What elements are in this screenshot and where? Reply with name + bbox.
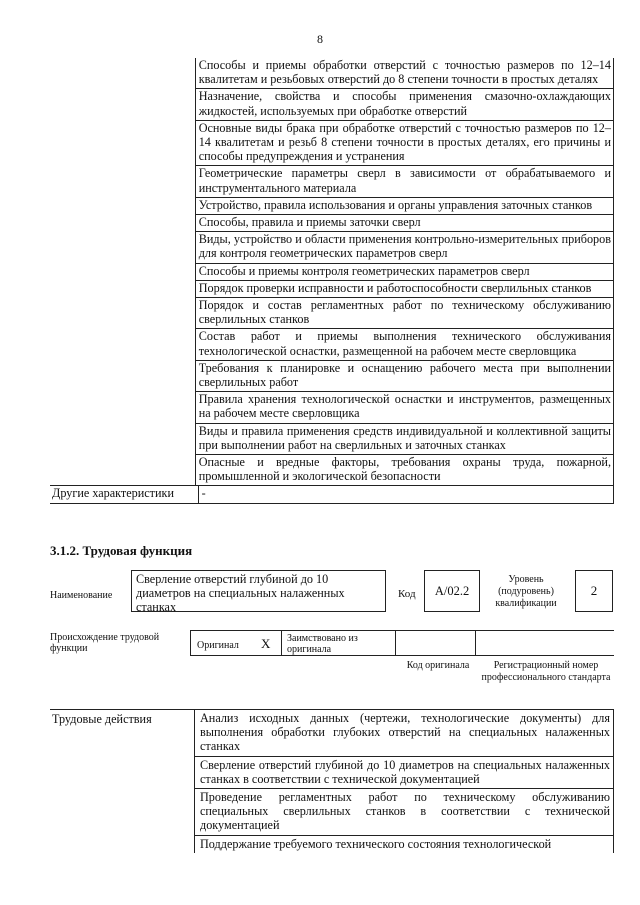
table-row <box>50 231 614 262</box>
table-row <box>50 710 614 756</box>
code-label: Код <box>398 588 416 600</box>
knowledge-item: Устройство, правила использования и органы управления заточных станков <box>195 197 614 214</box>
table-row <box>50 263 614 280</box>
labour-actions-label: Трудовые действия <box>52 712 152 726</box>
other-characteristics-value: - <box>198 485 614 503</box>
knowledge-item: Способы, правила и приемы заточки сверл <box>195 214 614 231</box>
knowledge-item: Правила хранения технологической оснастки и инструментов, размещенных на рабочем месте сверловщика <box>195 391 614 422</box>
knowledge-item: Виды, устройство и области применения контрольно-измерительных приборов для контроля геометрических параметров сверл <box>195 231 614 262</box>
knowledge-item: Способы и приемы обработки отверстий с точностью размеров по 12–14 квалитетам и резьбовых отверстий до 8 степени точности в простых деталях <box>195 58 614 88</box>
table-row <box>50 297 614 328</box>
table-row <box>50 88 614 119</box>
borrowed-label: Заимствовано из оригинала <box>287 633 358 655</box>
knowledge-item: Порядок и состав регламентных работ по техническому обслуживанию сверлильных станков <box>195 297 614 328</box>
knowledge-item: Виды и правила применения средств индивидуальной и коллективной защиты при выполнении работ на сверлильных и заточных станках <box>195 423 614 454</box>
level-label: Уровень (подуровень) квалификации <box>495 574 557 609</box>
table-row <box>50 360 614 391</box>
table-row <box>50 165 614 196</box>
original-label: Оригинал <box>197 640 239 651</box>
code-original-caption: Код оригинала <box>406 660 470 671</box>
table-row <box>50 391 614 422</box>
page-number: 8 <box>317 32 323 46</box>
knowledge-table <box>50 58 614 504</box>
table-row <box>50 788 614 835</box>
knowledge-item: Требования к планировке и оснащению рабочего места при выполнении сверлильных работ <box>195 360 614 391</box>
labour-action-item: Проведение регламентных работ по техническому обслуживанию специальных сверлильных станков в соответствии с технической документацией <box>194 788 614 835</box>
knowledge-item: Назначение, свойства и способы применения смазочно-охлаждающих жидкостей, используемых при обработке отверстий <box>195 88 614 119</box>
table-row <box>50 214 614 231</box>
name-label: Наименование <box>50 590 113 601</box>
table-row <box>50 120 614 166</box>
labour-action-item: Анализ исходных данных (чертежи, технологические документы) для выполнения обработки глубоких отверстий на специальных налаженных станках <box>194 710 614 756</box>
table-row <box>50 454 614 485</box>
table-row <box>50 328 614 359</box>
knowledge-item: Способы и приемы контроля геометрических параметров сверл <box>195 263 614 280</box>
table-row <box>50 58 614 88</box>
table-row <box>50 835 614 853</box>
table-row <box>50 756 614 788</box>
knowledge-item: Порядок проверки исправности и работоспособности сверлильных станков <box>195 280 614 297</box>
table-row <box>50 280 614 297</box>
labour-action-item: Сверление отверстий глубиной до 10 диаметров на специальных налаженных станках в соответствии с технической документацией <box>194 756 614 788</box>
labour-action-item: Поддержание требуемого технического состояния технологической <box>194 835 614 853</box>
function-name-value: Сверление отверстий глубиной до 10 диаметров на специальных налаженных станках <box>131 570 386 612</box>
knowledge-item: Состав работ и приемы выполнения технического обслуживания технологической оснастки, размещенной на рабочем месте сверловщика <box>195 328 614 359</box>
qualification-level-value: 2 <box>575 570 613 612</box>
origin-label: Происхождение трудовой функции <box>50 632 160 654</box>
knowledge-item: Опасные и вредные факторы, требования охраны труда, пожарной, промышленной и экологической безопасности <box>195 454 614 485</box>
origin-row <box>190 630 614 656</box>
function-code-value: A/02.2 <box>424 570 480 612</box>
section-title: 3.1.2. Трудовая функция <box>50 543 193 558</box>
other-characteristics-label: Другие характеристики <box>50 485 198 503</box>
knowledge-item: Основные виды брака при обработке отверстий с точностью размеров по 12–14 квалитетам и резьб 8 степени точности в простых деталях, его причины и способы предупреждения и устранения <box>195 120 614 166</box>
registration-number-caption: Регистрационный номер профессионального стандарта <box>481 660 611 683</box>
labour-actions-table <box>50 709 614 853</box>
table-row <box>50 485 614 503</box>
original-mark: X <box>261 636 271 651</box>
table-row <box>50 423 614 454</box>
knowledge-item: Геометрические параметры сверл в зависимости от обрабатываемого и инструментального материала <box>195 165 614 196</box>
table-row <box>50 197 614 214</box>
